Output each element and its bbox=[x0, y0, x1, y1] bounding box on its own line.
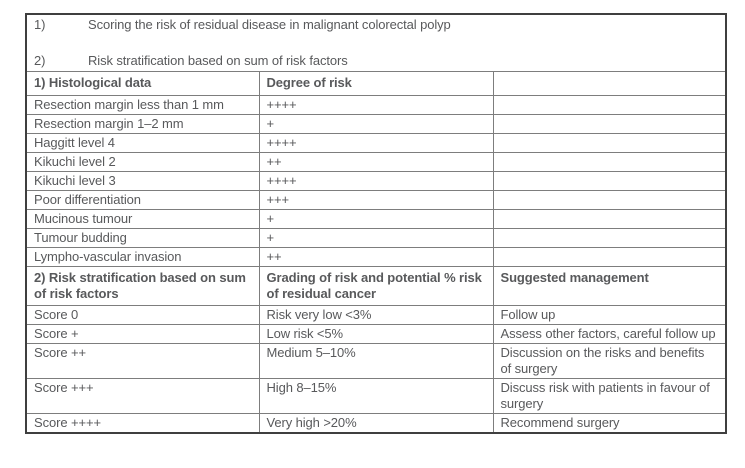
table-row bbox=[26, 96, 726, 115]
header-histological-data: 1) Histological data bbox=[26, 72, 259, 96]
header-empty bbox=[493, 72, 726, 96]
table-cell: Low risk <5% bbox=[259, 325, 493, 344]
table-cell: Score 0 bbox=[26, 306, 259, 325]
table-cell: Discussion on the risks and benefits of surgery bbox=[493, 344, 726, 379]
table-cell: Haggitt level 4 bbox=[26, 134, 259, 153]
table-cell: Very high >20% bbox=[259, 414, 493, 434]
risk-scoring-table-wrapper bbox=[25, 13, 727, 434]
table-cell bbox=[493, 153, 726, 172]
table-row bbox=[26, 153, 726, 172]
table-cell bbox=[493, 134, 726, 153]
table-cell: ++++ bbox=[259, 134, 493, 153]
table-cell: Score ++++ bbox=[26, 414, 259, 434]
table-cell bbox=[493, 210, 726, 229]
table-cell bbox=[493, 248, 726, 267]
table-cell: Medium 5–10% bbox=[259, 344, 493, 379]
table-cell: Resection margin less than 1 mm bbox=[26, 96, 259, 115]
table-cell bbox=[493, 96, 726, 115]
header-grading-of-risk: Grading of risk and potential % risk of residual cancer bbox=[259, 267, 493, 306]
histological-data-header-row bbox=[26, 72, 726, 96]
table-row bbox=[26, 248, 726, 267]
table-cell: Mucinous tumour bbox=[26, 210, 259, 229]
table-cell bbox=[493, 191, 726, 210]
table-cell: Tumour budding bbox=[26, 229, 259, 248]
table-row bbox=[26, 379, 726, 414]
table-row bbox=[26, 306, 726, 325]
table-row bbox=[26, 134, 726, 153]
table-row bbox=[26, 191, 726, 210]
header-suggested-management: Suggested management bbox=[493, 267, 726, 306]
header-risk-stratification: 2) Risk stratification based on sum of risk factors bbox=[26, 267, 259, 306]
table-row bbox=[26, 115, 726, 134]
intro-number: 2) bbox=[34, 53, 46, 68]
table-cell: Lympho-vascular invasion bbox=[26, 248, 259, 267]
table-cell: ++ bbox=[259, 153, 493, 172]
table-cell: Follow up bbox=[493, 306, 726, 325]
table-cell: Resection margin 1–2 mm bbox=[26, 115, 259, 134]
table-cell: +++ bbox=[259, 191, 493, 210]
table-row bbox=[26, 414, 726, 434]
intro-item-1 bbox=[34, 17, 718, 33]
intro-text: Scoring the risk of residual disease in malignant colorectal polyp bbox=[88, 17, 451, 32]
risk-scoring-table bbox=[25, 13, 727, 434]
table-cell: ++ bbox=[259, 248, 493, 267]
table-cell: Kikuchi level 2 bbox=[26, 153, 259, 172]
histological-data-rows bbox=[26, 96, 726, 267]
intro-cell bbox=[26, 14, 726, 72]
intro-number: 1) bbox=[34, 17, 46, 32]
intro-text: Risk stratification based on sum of risk factors bbox=[88, 53, 348, 68]
table-row bbox=[26, 229, 726, 248]
table-cell bbox=[493, 115, 726, 134]
intro-item-2 bbox=[34, 53, 718, 69]
table-cell: + bbox=[259, 210, 493, 229]
risk-stratification-rows bbox=[26, 306, 726, 434]
table-cell: Poor differentiation bbox=[26, 191, 259, 210]
table-cell: Risk very low <3% bbox=[259, 306, 493, 325]
table-cell: Discuss risk with patients in favour of surgery bbox=[493, 379, 726, 414]
intro-row bbox=[26, 14, 726, 72]
table-cell: Score + bbox=[26, 325, 259, 344]
table-cell: + bbox=[259, 229, 493, 248]
table-cell: High 8–15% bbox=[259, 379, 493, 414]
table-row bbox=[26, 210, 726, 229]
table-row bbox=[26, 325, 726, 344]
table-cell: Score +++ bbox=[26, 379, 259, 414]
table-cell bbox=[493, 172, 726, 191]
table-cell: ++++ bbox=[259, 172, 493, 191]
table-cell: Recommend surgery bbox=[493, 414, 726, 434]
table-cell: Kikuchi level 3 bbox=[26, 172, 259, 191]
table-cell: Assess other factors, careful follow up bbox=[493, 325, 726, 344]
table-cell: + bbox=[259, 115, 493, 134]
table-cell bbox=[493, 229, 726, 248]
risk-stratification-header-row bbox=[26, 267, 726, 306]
table-cell: Score ++ bbox=[26, 344, 259, 379]
table-row bbox=[26, 172, 726, 191]
table-row bbox=[26, 344, 726, 379]
header-degree-of-risk: Degree of risk bbox=[259, 72, 493, 96]
table-cell: ++++ bbox=[259, 96, 493, 115]
